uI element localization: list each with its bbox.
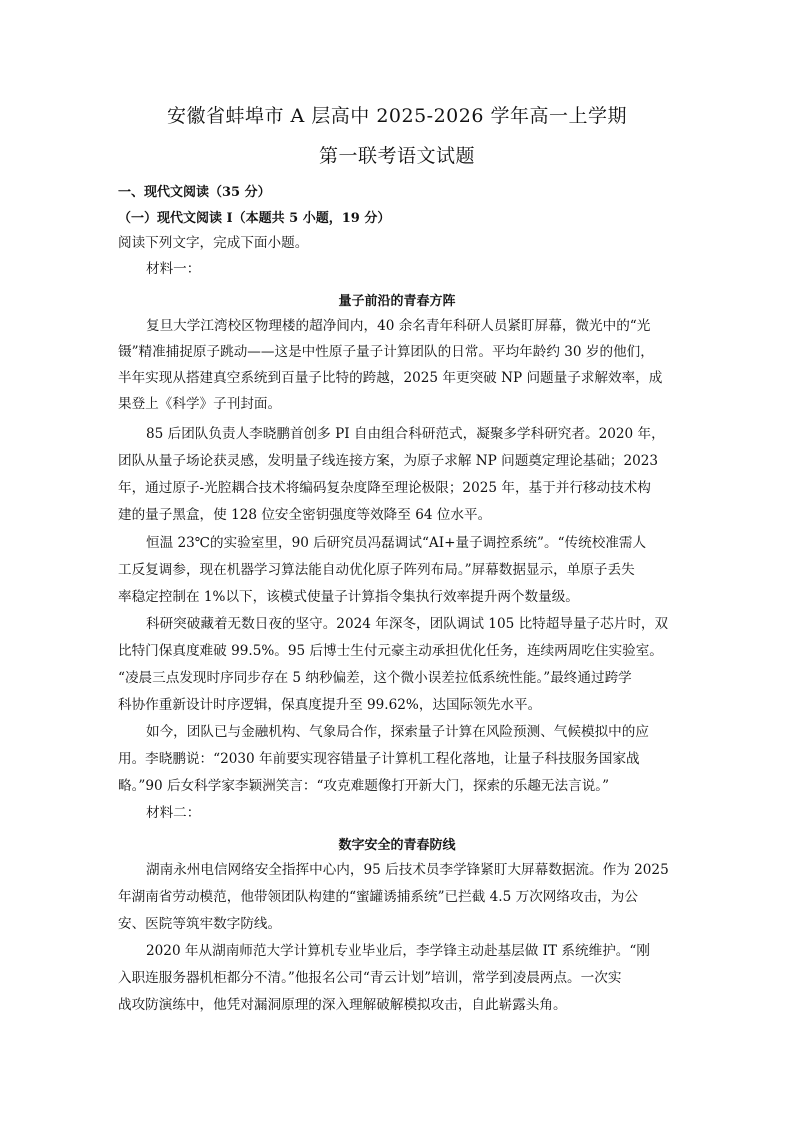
section-heading: 一、现代文阅读（35 分） [118,185,271,200]
material1-label: 材料一： [146,261,201,277]
paragraph-line: 恒温 23℃的实验室里，90 后研究员冯磊调试“AI+量子调控系统”。“传统校准需人 [146,535,647,551]
paragraph-line: 略。”90 后女科学家李颖洲笑言：“攻克难题像打开新大门，探索的乐趣无法言说。” [118,778,610,794]
material2-label: 材料二： [146,805,201,821]
paragraph-line: 湖南永州电信网络安全指挥中心内，95 后技术员李学锋紧盯大屏幕数据流。作为 2025 [146,862,669,878]
paragraph-line: “凌晨三点发现时序同步存在 5 纳秒偏差，这个微小误差拉低系统性能。”最终通过跨学 [118,670,632,686]
paragraph-line: 率稳定控制在 1%以下，该模式使量子计算指令集执行效率提升两个数量级。 [118,589,579,605]
paragraph-line: 团队从量子场论获灵感，发明量子线连接方案，为原子求解 NP 问题奠定理论基础；2023 [118,453,659,469]
exam-title-line1: 安徽省蚌埠市 A 层高中 2025-2026 学年高一上学期 [166,105,627,127]
paragraph-line: 入职连服务器机柜都分不清。”他报名公司“青云计划”培训，常学到凌晨两点。一次实 [118,970,622,986]
paragraph-line: 战攻防演练中，他凭对漏洞原理的深入理解破解模拟攻击，自此崭露头角。 [118,997,567,1013]
paragraph-line: 年，通过原子-光腔耦合技术将编码复杂度降至理论极限；2025 年，基于并行移动技术构 [118,480,651,496]
paragraph-line: 建的量子黑盒，使 128 位安全密钥强度等效降至 64 位水平。 [118,507,492,523]
paragraph-line: 工反复调参，现在机器学习算法能自动优化原子阵列布局。”屏幕数据显示，单原子丢失 [118,562,635,578]
material1-heading: 量子前沿的青春方阵 [338,294,456,309]
paragraph-line: 镊”精准捕捉原子跳动——这是中性原子量子计算团队的日常。平均年龄约 30 岁的他们， [118,344,654,360]
instruction-text: 阅读下列文字，完成下面小题。 [118,235,309,251]
exam-title-line2: 第一联考语文试题 [318,145,475,167]
paragraph-line: 果登上《科学》子刊封面。 [118,396,282,412]
material2-heading: 数字安全的青春防线 [338,838,456,853]
paragraph-line: 复旦大学江湾校区物理楼的超净间内，40 余名青年科研人员紧盯屏幕，微光中的“光 [146,318,651,334]
subsection-heading: （一）现代文阅读 I（本题共 5 小题，19 分） [118,211,391,226]
paragraph-line: 85 后团队负责人李晓鹏首创多 PI 自由组合科研范式，凝聚多学科研究者。2020 年， [146,426,665,442]
paragraph-line: 科协作重新设计时序逻辑，保真度提升至 99.62%，达国际领先水平。 [118,697,542,713]
paragraph-line: 半年实现从搭建真空系统到百量子比特的跨越，2025 年更突破 NP 问题量子求解效率，成 [118,370,663,386]
paragraph-line: 2020 年从湖南师范大学计算机专业毕业后，李学锋主动赴基层做 IT 系统维护。“刚 [146,943,650,959]
paragraph-line: 安、医院等筑牢数字防线。 [118,916,282,932]
paragraph-line: 用。李晓鹏说：“2030 年前要实现容错量子计算机工程化落地，让量子科技服务国家战 [118,751,640,767]
paragraph-line: 如今，团队已与金融机构、气象局合作，探索量子计算在风险预测、气候模拟中的应 [146,724,649,740]
paragraph-line: 年湖南省劳动模范，他带领团队构建的“蜜罐诱捕系统”已拦截 4.5 万次网络攻击，为公 [118,889,638,905]
paragraph-line: 科研突破藏着无数日夜的坚守。2024 年深冬，团队调试 105 比特超导量子芯片时，双 [146,616,669,632]
paragraph-line: 比特门保真度难破 99.5%。95 后博士生付元豪主动承担优化任务，连续两周吃住实验室。 [118,643,663,659]
